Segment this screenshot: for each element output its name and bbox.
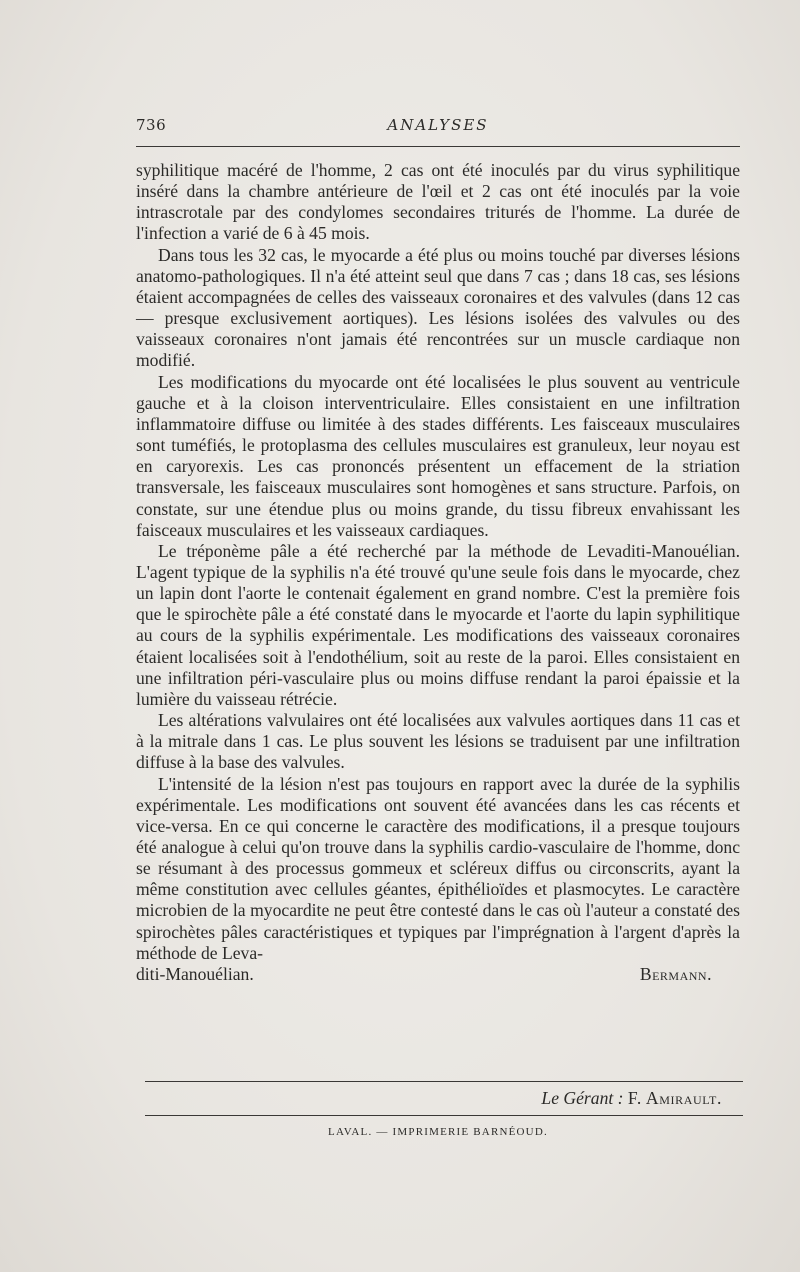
gerant-name: F. Amirault.: [627, 1088, 722, 1108]
paragraph: syphilitique macéré de l'homme, 2 cas ont été inoculés par du virus syphilitique inséré dans la chambre antérieure de l'œil et 2 cas ont été inoculés par la voie intrascrotale par des condylomes secondaires triturés de l'homme. La durée de l'infection a varié de 6 à 45 mois.: [136, 160, 740, 244]
header-rule: [136, 146, 740, 147]
paragraph-last-line: diti-Manouélian.: [136, 963, 254, 984]
page-header: [136, 116, 740, 142]
gerant-label: Le Gérant :: [541, 1088, 624, 1108]
footer-rule-bottom: [145, 1115, 743, 1116]
paragraph: L'intensité de la lésion n'est pas toujours en rapport avec la durée de la syphilis expérimentale. Les modifications ont souvent été avancées dans les cas récents et vice-versa. En ce qui concerne le caractère des modifications, il a presque toujours été analogue à celui qu'on trouve dans la syphilis cardio-vasculaire de l'homme, donc se résumant à des processus gommeux et scléreux diffus ou circonscrits, ayant la même constitution avec cellules géantes, épithélioïdes et plasmocytes. Le caractère microbien de la myocardite ne peut être contesté dans le cas où l'auteur a constaté des spirochètes pâles caractéristiques et typiques par l'imprégnation à l'argent d'après la méthode de Leva-: [136, 773, 740, 963]
article-body: [136, 160, 740, 985]
page-number: 736: [136, 116, 167, 134]
running-head: ANALYSES: [387, 116, 489, 134]
printer-imprint: LAVAL. — IMPRIMERIE BARNÉOUD.: [328, 1126, 548, 1138]
paragraph: Dans tous les 32 cas, le myocarde a été plus ou moins touché par diverses lésions anatomo-pathologiques. Il n'a été atteint seul que dans 7 cas ; dans 18 cas, ses lésions étaient accompagnées de celles des vaisseaux coronaires et des valvules (dans 12 cas — presque exclusivement aortiques). Les lésions isolées des valvules ou des vaisseaux coronaires n'ont jamais été rencontrées sur un muscle cardiaque non modifié.: [136, 244, 740, 371]
paragraph: Les modifications du myocarde ont été localisées le plus souvent au ventricule gauche et à la cloison interventriculaire. Elles consistaient en une infiltration inflammatoire diffuse ou limitée à des stades différents. Les faisceaux musculaires sont tuméfiés, le protoplasma des cellules musculaires est granuleux, leur noyau est en caryorexis. Les cas prononcés présentent un effacement de la striation transversale, les faisceaux musculaires sont homogènes et sans structure. Parfois, on constate, sur une étendue plus ou moins grande, du tissu fibreux envahissant les faisceaux musculaires et les vaisseaux cardiaques.: [136, 371, 740, 540]
closing-line: [136, 964, 740, 985]
paragraph: Le tréponème pâle a été recherché par la méthode de Levaditi-Manouélian. L'agent typique de la syphilis n'a été trouvé qu'une seule fois dans le myocarde, chez un lapin dont l'aorte le contenait également en grand nombre. C'est la première fois que le spirochète pâle a été constaté dans le myocarde et l'aorte du lapin syphilitique au cours de la syphilis expérimentale. Les modifications des vaisseaux coronaires étaient localisées soit à l'endothélium, soit au reste de la paroi. Elles consistaient en une infiltration péri-vasculaire plus ou moins diffuse rendant la paroi épaissie et la lumière du vaisseau rétrécie.: [136, 540, 740, 709]
paragraph: Les altérations valvulaires ont été localisées aux valvules aortiques dans 11 cas et à la mitrale dans 1 cas. Le plus souvent les lésions se traduisent par une infiltration diffuse à la base des valvules.: [136, 710, 740, 773]
footer-rule-top: [145, 1081, 743, 1082]
reviewer-signature: Bermann.: [639, 963, 712, 984]
gerant-line: [136, 1088, 722, 1109]
